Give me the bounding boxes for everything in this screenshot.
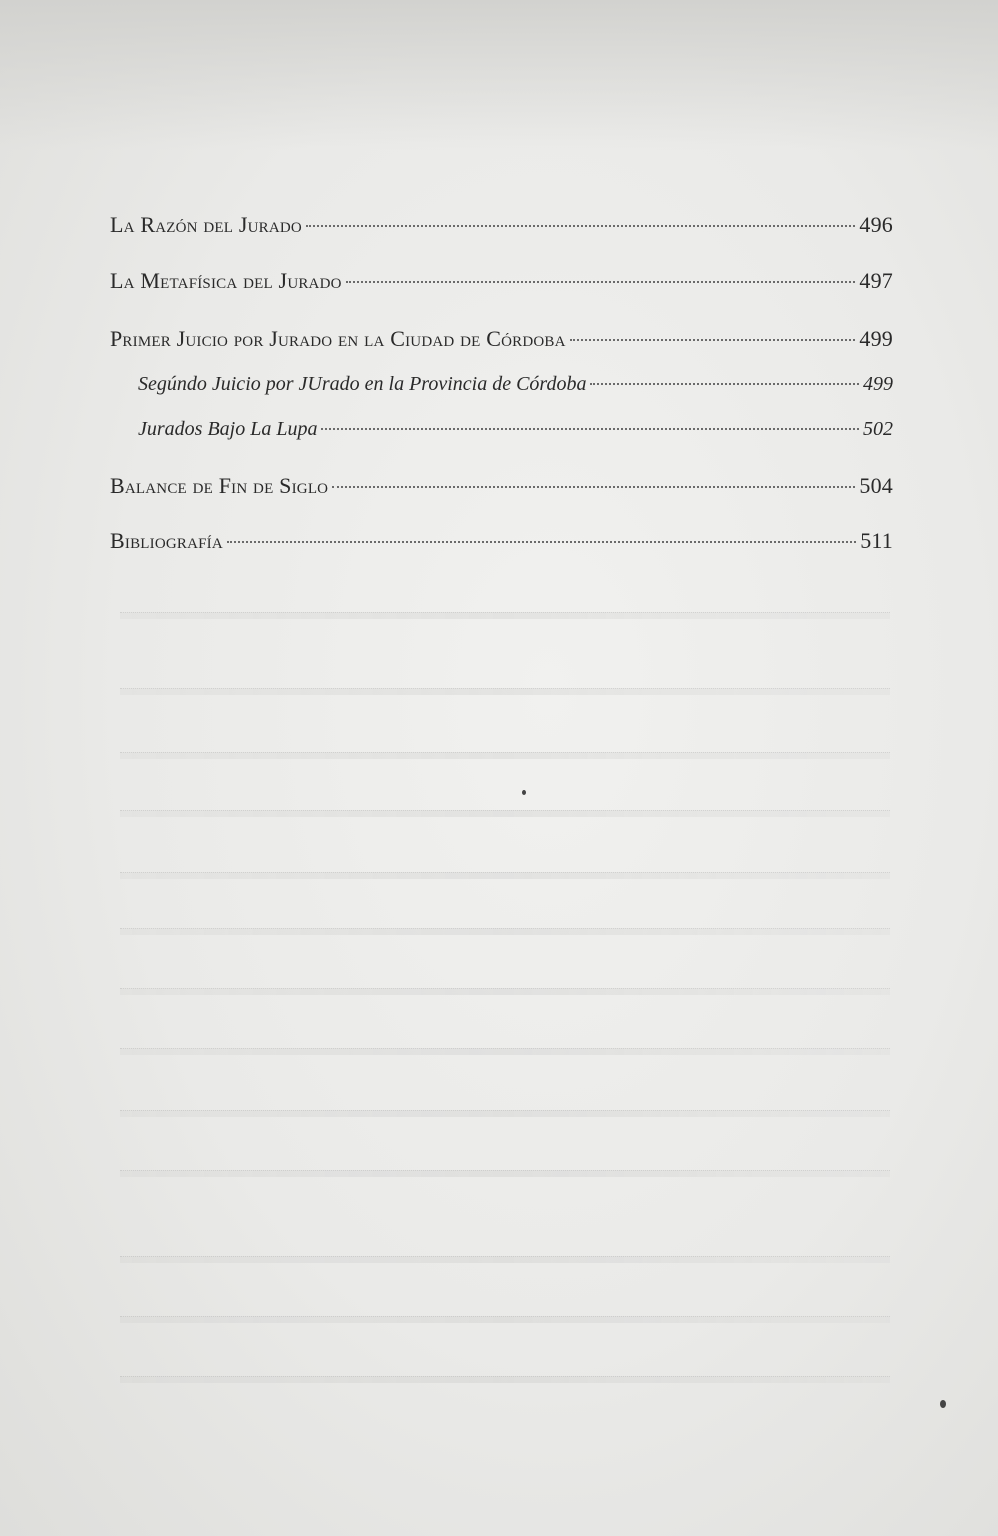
- toc-entry-title: Segúndo Juicio por JUrado en la Provincia de Córdoba: [138, 373, 587, 395]
- dot-leader: [570, 339, 856, 341]
- toc-entry-title: La Razón del Jurado: [110, 212, 302, 237]
- bleed-through-line: [120, 810, 890, 817]
- toc-subentry: [138, 373, 893, 396]
- page-top-shadow: [0, 0, 998, 150]
- bleed-through-line: [120, 688, 890, 695]
- toc-entry-page: 504: [859, 473, 893, 498]
- toc-entry: [110, 528, 893, 554]
- dot-leader: [590, 383, 859, 385]
- toc-entry: [110, 326, 893, 352]
- bleed-through-line: [120, 872, 890, 879]
- toc-entry-page: 497: [859, 268, 893, 293]
- toc-entry-title: Bibliografía: [110, 528, 223, 553]
- toc-entry-title: La Metafísica del Jurado: [110, 268, 342, 293]
- bleed-through-line: [120, 1256, 890, 1263]
- bleed-through-line: [120, 1110, 890, 1117]
- toc-entry-page: 499: [863, 373, 893, 395]
- bleed-through-line: [120, 752, 890, 759]
- dot-leader: [332, 486, 855, 488]
- dot-leader: [306, 225, 855, 227]
- toc-entry-title: Primer Juicio por Jurado en la Ciudad de Córdoba: [110, 326, 566, 351]
- toc-entry: [110, 473, 893, 499]
- toc-entry-page: 499: [859, 326, 893, 351]
- toc-subentry: [138, 418, 893, 441]
- toc-entry-title: Balance de Fin de Siglo: [110, 473, 329, 498]
- ink-speck: [940, 1400, 946, 1408]
- bleed-through-line: [120, 1376, 890, 1383]
- toc-entry: [110, 212, 893, 238]
- bleed-through-line: [120, 1170, 890, 1177]
- dot-leader: [321, 428, 859, 430]
- bleed-through-line: [120, 988, 890, 995]
- dot-leader: [346, 281, 856, 283]
- toc-entry-page: 511: [860, 528, 893, 553]
- bleed-through-line: [120, 1316, 890, 1323]
- bleed-through-line: [120, 928, 890, 935]
- toc-entry: [110, 268, 893, 294]
- bleed-through-line: [120, 612, 890, 619]
- toc-entry-title: Jurados Bajo La Lupa: [138, 418, 318, 440]
- dot-leader: [227, 541, 856, 543]
- ink-speck: [522, 790, 526, 795]
- toc-entry-page: 502: [863, 418, 893, 440]
- bleed-through-line: [120, 1048, 890, 1055]
- toc-entry-page: 496: [859, 212, 893, 237]
